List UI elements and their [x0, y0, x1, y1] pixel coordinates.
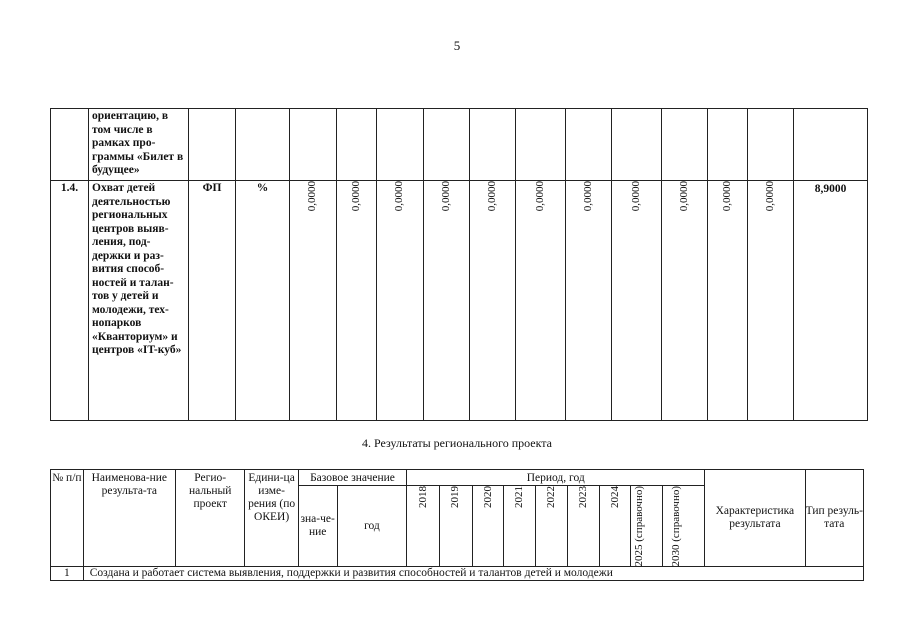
indicator-value: 0,0000	[337, 181, 377, 421]
indicator-value: 0,0000	[290, 181, 337, 421]
indicator-final-value: 8,9000	[794, 181, 868, 421]
result-num: 1	[51, 567, 84, 581]
header-year: 2024	[599, 486, 631, 567]
table-row	[51, 109, 868, 181]
indicator-unit: %	[236, 181, 290, 421]
header-year: 2022	[536, 486, 568, 567]
header-year: 2020	[472, 486, 504, 567]
indicator-value: 0,0000	[470, 181, 516, 421]
table-row	[51, 181, 868, 421]
indicator-value: 0,0000	[708, 181, 748, 421]
header-year: 2023	[567, 486, 599, 567]
section-title: 4. Результаты регионального проекта	[362, 436, 552, 450]
indicator-name-continued: ориентацию, в том числе в рамках про-граммы «Билет в будущее»	[89, 109, 189, 181]
indicator-value: 0,0000	[612, 181, 662, 421]
header-base-value-value: зна-че-ние	[298, 486, 337, 567]
header-year: 2030 (справочно)	[663, 486, 705, 567]
header-base-value: Базовое значение	[298, 470, 407, 486]
header-characteristic: Характеристика результата	[705, 470, 805, 567]
indicator-type: ФП	[189, 181, 236, 421]
header-row	[51, 470, 864, 486]
header-unit: Едини-ца изме-рения (по ОКЕИ)	[245, 470, 298, 567]
indicator-value: 0,0000	[566, 181, 612, 421]
indicators-table	[50, 108, 868, 421]
indicator-name: Охват детей деятельностью региональных центров выяв-ления, под-держки и раз-вития способ-ностей и талан-тов у детей и молодежи, тех-нопарков «Кванториум» и центров «IT-куб»	[89, 181, 189, 421]
header-year: 2025 (справочно)	[631, 486, 663, 567]
result-text: Создана и работает система выявления, поддержки и развития способностей и талантов детей и молодежи	[83, 567, 863, 581]
header-year: 2021	[504, 486, 536, 567]
header-year: 2018	[407, 486, 440, 567]
header-period: Период, год	[407, 470, 705, 486]
table-row	[51, 567, 864, 581]
indicator-value: 0,0000	[662, 181, 708, 421]
header-num: № п/п	[51, 470, 84, 567]
results-table	[50, 469, 864, 581]
page-number: 5	[453, 38, 461, 53]
header-result-type: Тип резуль-тата	[805, 470, 863, 567]
indicator-value: 0,0000	[424, 181, 470, 421]
header-year: 2019	[439, 486, 472, 567]
indicator-value: 0,0000	[516, 181, 566, 421]
indicator-value: 0,0000	[748, 181, 794, 421]
header-regional-project: Регио-нальный проект	[175, 470, 245, 567]
indicator-num: 1.4.	[51, 181, 89, 421]
header-result-name: Наименова-ние результа-та	[83, 470, 175, 567]
header-base-value-year: год	[337, 486, 407, 567]
indicator-value: 0,0000	[377, 181, 424, 421]
